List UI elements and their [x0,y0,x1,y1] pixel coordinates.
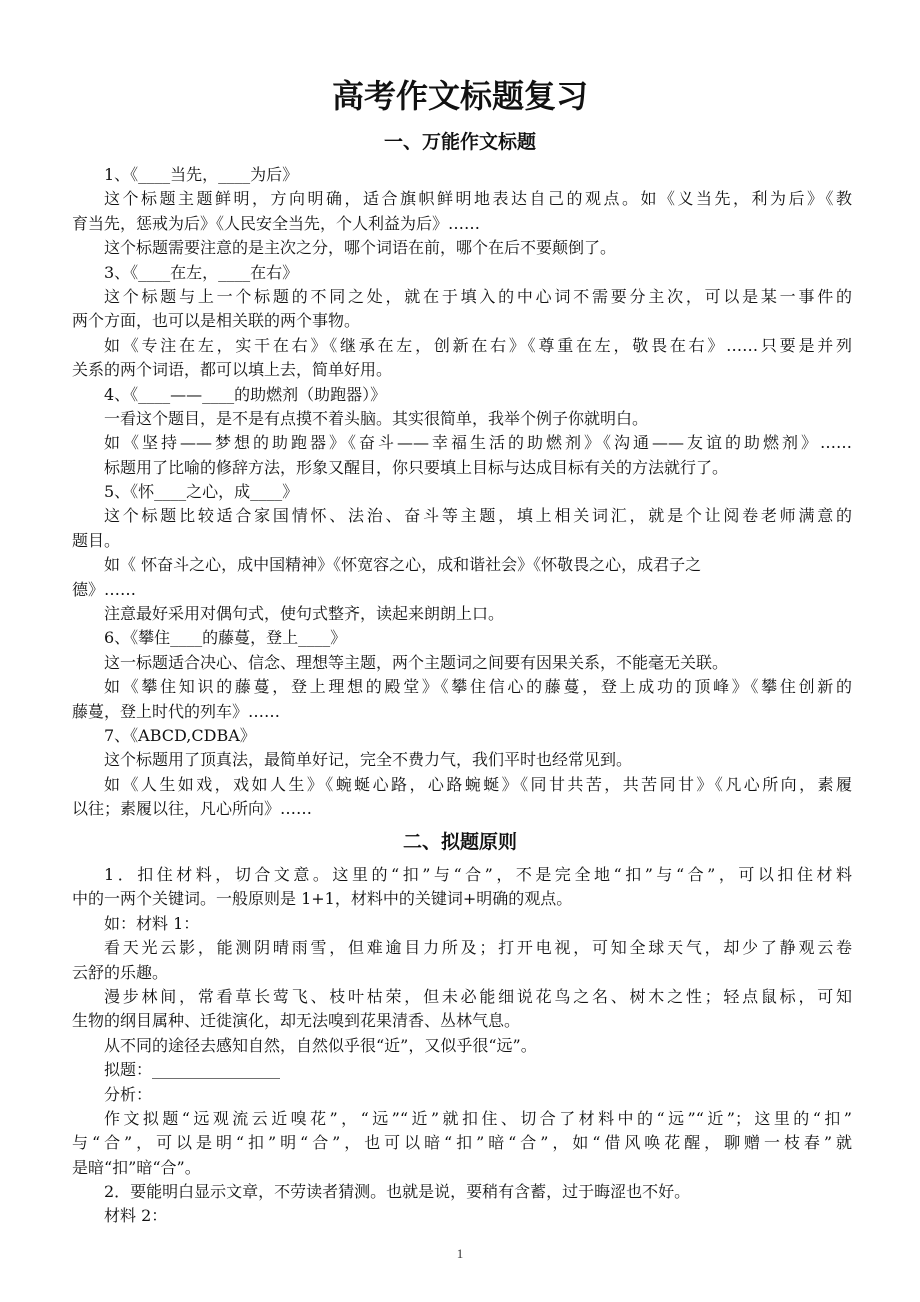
text-line: 这个标题主题鲜明，方向明确，适合旗帜鲜明地表达自己的观点。如《义当先，利为后》《教 [104,189,852,209]
text-line: 如《坚持——梦想的助跑器》《奋斗——幸福生活的助燃剂》《沟通——友谊的助燃剂》…… [104,433,852,453]
text-line: 云舒的乐趣。 [72,962,169,982]
text-line: 一看这个题目，是不是有点摸不着头脑。其实很简单，我举个例子你就明白。 [104,408,649,428]
text-line: 中的一两个关键词。一般原则是 1+1，材料中的关键词+明确的观点。 [72,889,573,909]
text-line: 漫步林间，常看草长莺飞、枝叶枯荣，但未必能细说花鸟之名、树木之性；轻点鼠标，可知 [104,986,852,1006]
text-line: 材料 2： [104,1206,168,1226]
text-line: 藤蔓，登上时代的列车》…… [72,701,281,721]
text-line: 是暗“扣”暗“合”。 [72,1157,201,1177]
text-line: 如《 怀奋斗之心，成中国精神》《怀宽容之心，成和谐社会》《怀敬畏之心，成君子之 [104,555,702,575]
section-heading-2: 二、拟题原则 [402,831,517,853]
text-line: 德》…… [72,579,137,599]
text-line: 7、《ABCD,CDBA》 [104,725,256,745]
document-title: 高考作文标题复习 [331,77,588,115]
text-line: 作文拟题“远观流云近嗅花”，“远”“近”就扣住、切合了材料中的“远”“近”；这里的“扣” [104,1108,852,1128]
section-heading-1: 一、万能作文标题 [383,131,536,153]
text-line: 1．扣住材料，切合文意。这里的“扣”与“合”，不是完全地“扣”与“合”，可以扣住材料 [104,865,852,884]
text-line: 这个标题比较适合家国情怀、法治、奋斗等主题，填上相关词汇，就是个让阅卷老师满意的 [104,506,852,526]
text-line: 这个标题需要注意的是主次之分，哪个词语在前，哪个在后不要颠倒了。 [104,238,617,258]
text-line: 如《专注在左，实干在右》《继承在左，创新在右》《尊重在左，敬畏在右》……只要是并列 [104,335,852,355]
text-line: 1、《____当先，____为后》 [104,165,299,184]
text-line: 6、《攀住____的藤蔓，登上____》 [104,628,347,648]
text-line: 如：材料 1： [104,913,200,933]
text-line: 这一标题适合决心、信念、理想等主题，两个主题词之间要有因果关系，不能毫无关联。 [104,652,729,672]
text-line: 生物的纲目属种、迁徙演化，却无法嗅到花果清香、丛林气息。 [72,1011,521,1031]
text-line: 拟题：________________ [104,1060,281,1080]
text-line: 如《攀住知识的藤蔓，登上理想的殿堂》《攀住信心的藤蔓，登上成功的顶峰》《攀住创新的 [104,677,852,697]
text-line: 看天光云影，能测阴晴雨雪，但难逾目力所及；打开电视，可知全球天气，却少了静观云卷 [104,938,852,958]
text-line: 5、《怀____之心，成____》 [104,482,299,502]
section-2-body [72,863,852,1229]
text-line: 题目。 [72,530,121,550]
text-line: 从不同的途径去感知自然，自然似乎很“近”，又似乎很“远”。 [104,1035,537,1055]
text-line: 这个标题用了顶真法，最简单好记，完全不费力气，我们平时也经常见到。 [104,750,633,770]
text-line: 以往；素履以往，凡心所向》…… [72,799,313,819]
text-line: 关系的两个词语，都可以填上去，简单好用。 [72,360,393,380]
page-number: 1 [456,1246,464,1261]
text-line: 与“合”，可以是明“扣”明“合”，也可以暗“扣”暗“合”，如“借风唤花醒，聊赠一枝春”就 [72,1133,852,1153]
text-line: 3、《____在左，____在右》 [104,262,299,282]
text-line: 2．要能明白显示文章，不劳读者猜测。也就是说，要稍有含蓄，过于晦涩也不好。 [104,1182,691,1202]
text-line: 注意最好采用对偶句式，使句式整齐，读起来朗朗上口。 [104,604,505,624]
text-line: 分析： [104,1084,153,1104]
text-line: 标题用了比喻的修辞方法，形象又醒目，你只要填上目标与达成目标有关的方法就行了。 [104,457,729,477]
section-1-body [72,163,852,822]
text-line: 育当先，惩戒为后》《人民安全当先，个人利益为后》…… [72,213,481,233]
text-line: 4、《____——____的助燃剂（助跑器）》 [104,384,387,404]
text-line: 这个标题与上一个标题的不同之处，就在于填入的中心词不需要分主次，可以是某一事件的 [104,286,852,306]
text-line: 如《人生如戏，戏如人生》《蜿蜒心路，心路蜿蜒》《同甘共苦，共苦同甘》《凡心所向，素履 [104,774,852,794]
text-line: 两个方面，也可以是相关联的两个事物。 [72,311,361,331]
